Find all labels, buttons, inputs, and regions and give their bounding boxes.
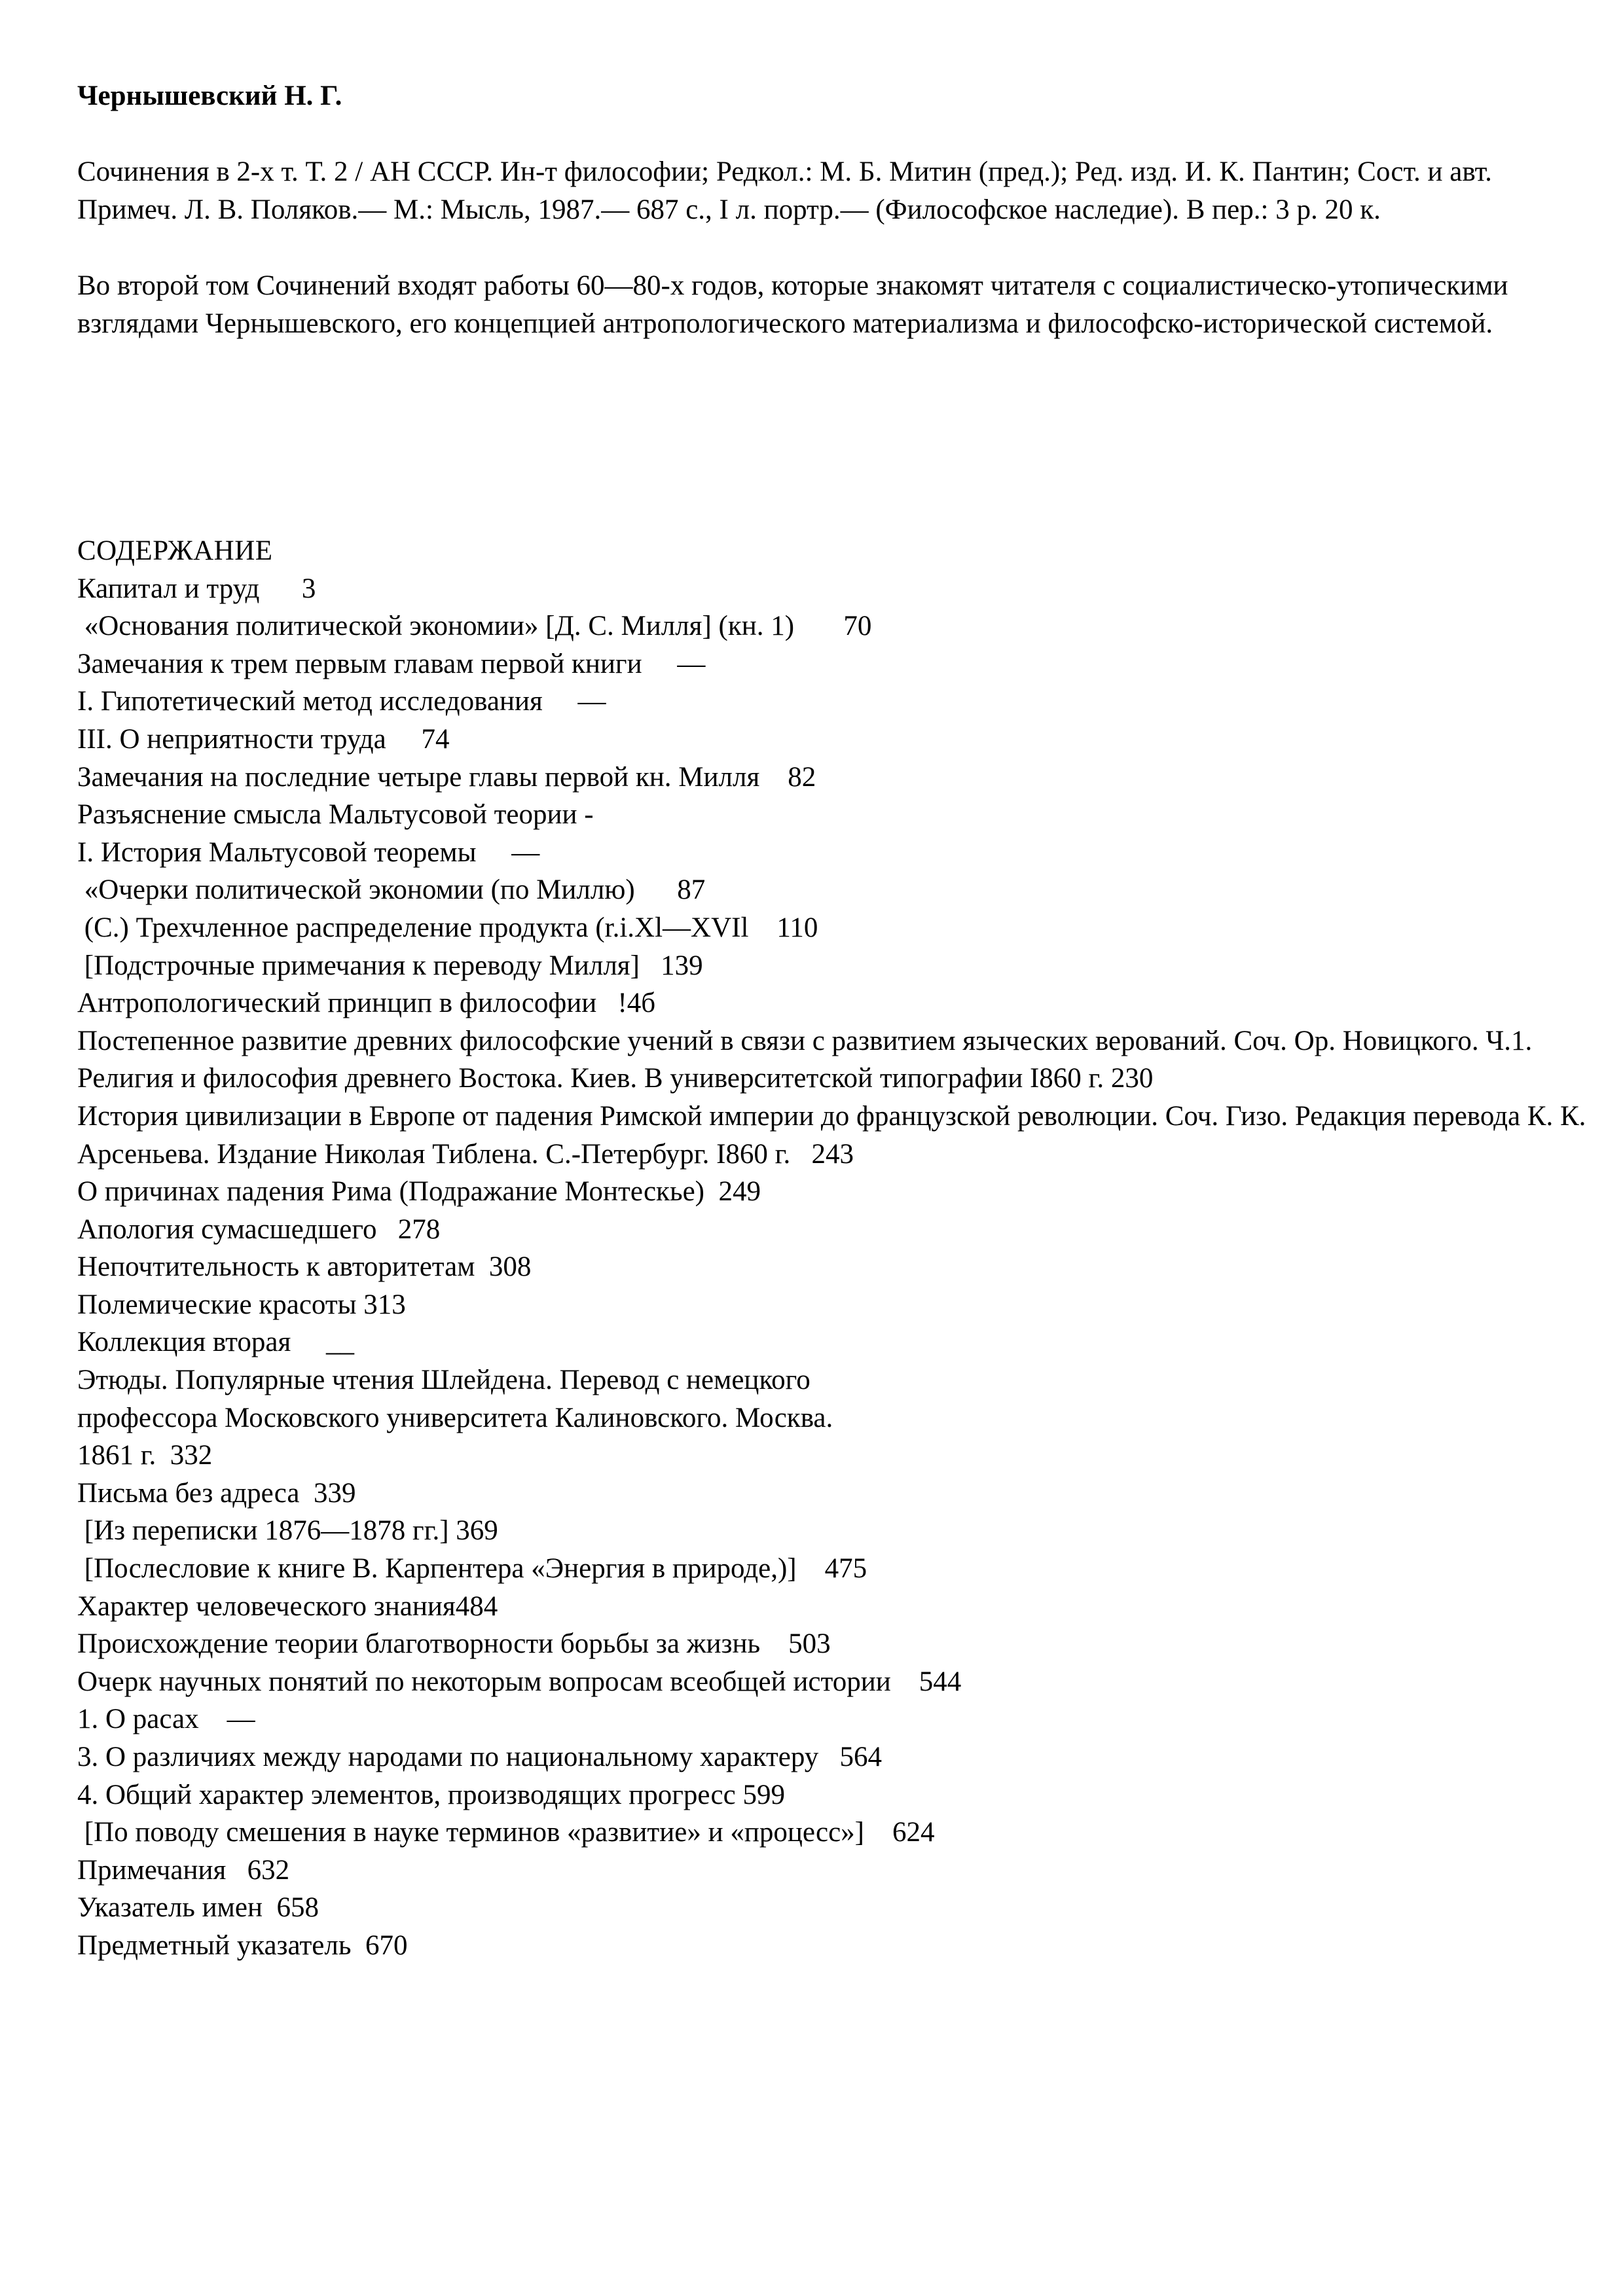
toc-entry-page: 74	[421, 723, 450, 755]
toc-entry	[77, 1625, 1596, 1663]
toc-entry-page: 339	[314, 1477, 356, 1509]
toc-entry	[77, 1248, 1596, 1286]
toc-entry-title: Замечания на последние четыре главы первой кн. Милля	[77, 761, 760, 793]
toc-entry-page: —	[227, 1704, 255, 1735]
toc-entry	[77, 984, 1596, 1022]
toc-entry	[77, 1323, 1596, 1361]
toc-entry	[77, 1814, 1596, 1852]
toc-entry-page: 332	[170, 1440, 213, 1471]
toc-entry	[77, 1700, 1596, 1738]
toc-entry-title: Разъяснение смысла Мальтусовой теории -	[77, 799, 594, 831]
toc-entry	[77, 1588, 1596, 1626]
toc-entry	[77, 1361, 1596, 1475]
toc-entry-page: 70	[843, 611, 872, 642]
toc-entry-page: 249	[718, 1176, 761, 1208]
toc-entry-page: !4б	[617, 988, 656, 1019]
toc-entry	[77, 1512, 1596, 1550]
toc-entry-title: (С.) Трехчленное распределение продукта (r.i.Xl—XVIl	[77, 912, 749, 943]
toc-list	[77, 570, 1596, 1965]
toc-entry-title: О причинах падения Рима (Подражание Монтескье)	[77, 1176, 704, 1208]
toc-entry	[77, 1776, 1596, 1814]
toc-entry-title: Очерк научных понятий по некоторым вопросам всеобщей истории	[77, 1666, 891, 1697]
toc-entry	[77, 1286, 1596, 1324]
toc-entry-title: Постепенное развитие древних философские учений в связи с развитием языческих верований. Соч. Ор. Новицкого. Ч.1. Религия и философия древнего Востока. Киев. В университетской типографии I860 г.	[77, 1025, 1540, 1094]
toc-entry	[77, 607, 1596, 645]
toc-entry	[77, 1475, 1596, 1513]
toc-entry-title: Непочтительность к авторитетам	[77, 1251, 475, 1283]
toc-entry-page: 503	[788, 1628, 831, 1660]
toc-entry	[77, 759, 1596, 797]
toc-entry	[77, 1098, 1596, 1173]
toc-entry	[77, 570, 1596, 608]
toc-entry	[77, 1173, 1596, 1211]
toc-entry-page: 230	[1110, 1063, 1154, 1094]
toc-entry-title: Письма без адреса	[77, 1477, 300, 1509]
toc-entry-title: I. Гипотетический метод исследования	[77, 686, 543, 717]
toc-entry-page: 564	[839, 1742, 883, 1772]
annotation: Во второй том Сочинений входят работы 60—80-х годов, которые знакомят читателя с социалистическо-утопическими взглядами Чернышевского, его концепцией антропологического материализма и философско-исторической системой.	[77, 270, 1508, 339]
toc-entry	[77, 1211, 1596, 1249]
toc-entry-title: [Послесловие к книге В. Карпентера «Энергия в природе,)]	[77, 1553, 797, 1585]
toc-entry	[77, 871, 1596, 909]
toc-entry-title: Коллекция вторая	[77, 1327, 291, 1358]
bibliographic-description: Сочинения в 2-х т. Т. 2 / АН СССР. Ин-т философии; Редкол.: М. Б. Митин (пред.); Ред. изд. И. К. Пантин; Сост. и авт. Примеч. Л. В. Поляков.— М.: Мысль, 1987.— 687 с., I л. портр.— (Философское наследие). В пер.: 3 р. 20 к.	[77, 156, 1492, 225]
toc-entry-page: 475	[824, 1553, 867, 1585]
toc-entry-title: 4. Общий характер элементов, производящих прогресс	[77, 1779, 736, 1810]
toc-entry-page: 308	[488, 1251, 532, 1283]
toc-entry-page: 670	[365, 1929, 408, 1961]
toc-entry-title: Антропологический принцип в философии	[77, 988, 597, 1019]
toc-entry-title: Апология сумасшедшего	[77, 1213, 377, 1245]
toc-entry	[77, 721, 1596, 759]
toc-entry-title: I. История Мальтусовой теоремы	[77, 836, 477, 868]
toc-entry	[77, 796, 1596, 834]
toc-entry-title: История цивилизации в Европе от падения Римской империи до французской революции. Соч. Гизо. Редакция перевода К. К. Арсеньева. Издание Николая Тиблена. С.-Петербург. I860 г.	[77, 1100, 1594, 1170]
toc-entry-title: 3. О различиях между народами по национальному характеру	[77, 1742, 819, 1772]
toc-entry-title: Предметный указатель	[77, 1929, 352, 1961]
toc-entry-title: Происхождение теории благотворности борьбы за жизнь	[77, 1628, 761, 1660]
toc-entry-page: 110	[776, 912, 818, 943]
toc-entry-title: Указатель имен	[77, 1892, 263, 1924]
toc-entry-page: 3	[301, 573, 316, 604]
toc-entry-page: 544	[919, 1666, 962, 1697]
toc-entry-title: [Подстрочные примечания к переводу Милля]	[77, 950, 640, 981]
toc-entry-title: Характер человеческого знания	[77, 1590, 456, 1622]
toc-entry	[77, 1927, 1596, 1965]
toc-entry-title: Этюды. Популярные чтения Шлейдена. Перевод с немецкого профессора Московского университета Калиновского. Москва. 1861 г.	[77, 1365, 833, 1471]
toc-entry	[77, 1022, 1596, 1098]
toc-entry-title: [Из переписки 1876—1878 гг.]	[77, 1515, 449, 1547]
toc-entry	[77, 645, 1596, 683]
toc-entry-page: 632	[247, 1854, 290, 1886]
toc-entry	[77, 1889, 1596, 1927]
toc-entry	[77, 1663, 1596, 1701]
toc-entry-page: 484	[455, 1590, 498, 1622]
toc-entry-page: —	[577, 686, 606, 717]
toc-entry-title: 1. О расах	[77, 1704, 199, 1735]
toc-entry	[77, 834, 1596, 872]
toc-entry-page: 369	[456, 1515, 498, 1547]
toc-entry-page: 624	[892, 1817, 935, 1848]
toc-heading: СОДЕРЖАНИЕ	[77, 535, 273, 566]
toc-entry-page: —	[677, 648, 706, 679]
toc-entry	[77, 947, 1596, 985]
toc-entry-page: —	[511, 836, 540, 868]
toc-entry-title: «Основания политической экономии» [Д. С. Милля] (кн. 1)	[77, 611, 795, 642]
toc-entry	[77, 683, 1596, 721]
document-page	[77, 77, 1570, 381]
toc-entry-page: 658	[276, 1892, 319, 1924]
toc-entry	[77, 1550, 1596, 1588]
toc-entry-page: 243	[811, 1138, 854, 1170]
author-name: Чернышевский Н. Г.	[77, 81, 342, 111]
toc-entry-title: [По поводу смешения в науке терминов «развитие» и «процесс»]	[77, 1817, 865, 1848]
toc-entry-page: 278	[397, 1213, 441, 1245]
toc-entry-page: 87	[677, 874, 706, 906]
toc-entry-page: 82	[788, 761, 816, 793]
toc-entry	[77, 1852, 1596, 1890]
toc-entry-page: __	[326, 1327, 354, 1358]
toc-entry-title: Примечания	[77, 1854, 227, 1886]
toc-entry-title: Полемические красоты	[77, 1289, 357, 1320]
toc-entry-title: Замечания к трем первым главам первой книги	[77, 648, 642, 679]
toc-entry-page: 313	[363, 1289, 406, 1320]
toc-entry-page: 599	[742, 1779, 785, 1810]
toc-entry-title: III. О неприятности труда	[77, 723, 386, 755]
toc-entry-title: «Очерки политической экономии (по Миллю)	[77, 874, 635, 906]
table-of-contents	[77, 532, 1596, 1965]
toc-entry	[77, 1738, 1596, 1776]
toc-entry-page: 139	[661, 950, 703, 981]
toc-entry	[77, 909, 1596, 947]
toc-entry-title: Капитал и труд	[77, 573, 260, 604]
